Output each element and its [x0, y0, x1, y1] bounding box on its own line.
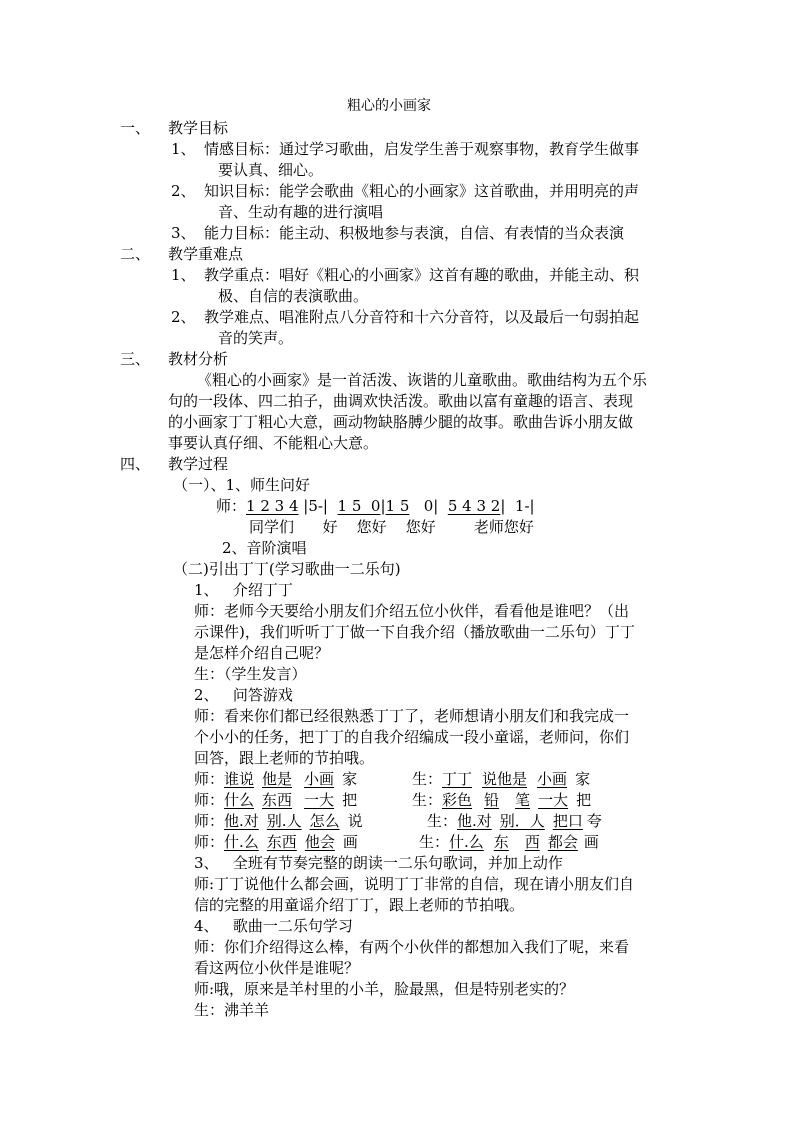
- subsection-heading: （二)引出丁丁(学习歌曲一二乐句): [173, 560, 401, 578]
- section-1-number: 一、: [120, 119, 151, 137]
- rhythm-word: 东西: [266, 833, 297, 851]
- analysis-paragraph: 事要认真仔细、不能粗心大意。: [168, 434, 379, 452]
- qa-row-answer: [412, 769, 590, 789]
- rhythm-word: 他.对: [224, 812, 259, 830]
- notation-barline: |: [380, 497, 386, 515]
- item-number: 2、: [171, 308, 196, 326]
- rhythm-word: 什么: [224, 791, 255, 809]
- rhythm-word: 夸: [586, 812, 602, 830]
- rhythm-word: 什.么: [224, 833, 259, 851]
- objective-text: 要认真、细心。: [218, 161, 324, 179]
- rhythm-word: 他是: [262, 770, 293, 788]
- speaker-label: 师：: [194, 812, 225, 830]
- teacher-line: 师:丁丁说他什么都会画，说明丁丁非常的自信，现在请小朋友们自: [194, 875, 635, 893]
- rhythm-word: 把: [342, 791, 358, 809]
- rhythm-word: 怎么: [309, 812, 340, 830]
- rhythm-word: 一大: [538, 791, 569, 809]
- rhythm-word: 把口: [552, 812, 583, 830]
- speaker-label: 师：: [194, 791, 225, 809]
- notation-barline: 0|: [409, 497, 448, 515]
- teacher-line: 信的完整的用童谣介绍丁丁，跟上老师的节拍哦。: [194, 896, 525, 914]
- teacher-line: 是怎样介绍自己呢？: [194, 644, 330, 662]
- analysis-paragraph: 《粗心的小画家》是一首活泼、诙谐的儿童歌曲。歌曲结构为五个乐: [197, 371, 648, 389]
- rhythm-word: 家: [342, 770, 358, 788]
- speaker-label: 生：: [412, 791, 443, 809]
- rhythm-word: 家: [575, 770, 591, 788]
- rhythm-word: 小画: [537, 770, 568, 788]
- notation-group: 5 4 3 2: [447, 497, 501, 515]
- rhythm-word: 他会: [304, 833, 335, 851]
- rhythm-word: 彩色: [442, 791, 473, 809]
- notation-group: 1 5 0: [337, 497, 381, 515]
- teacher-line: 师：老师今天要给小朋友们介绍五位小伙伴，看看他是谁吧？（出: [194, 602, 630, 620]
- rhythm-word: 西: [524, 833, 540, 851]
- rhythm-word: 一大: [304, 791, 335, 809]
- notation-group: 1 2 3 4: [246, 497, 299, 515]
- qa-row: [194, 769, 357, 789]
- section-2-number: 二、: [120, 245, 151, 263]
- speaker-label: 师：: [216, 497, 247, 515]
- rhythm-word: 东西: [262, 791, 293, 809]
- rhythm-word: 别．人: [499, 812, 545, 830]
- rhythm-word: 笔: [515, 791, 531, 809]
- qa-row-answer: [412, 790, 591, 810]
- analysis-paragraph: 的小画家丁丁粗心大意，画动物缺胳膊少腿的故事。歌曲告诉小朋友做: [168, 413, 634, 431]
- section-2-heading: 教学重难点: [168, 245, 244, 263]
- rhythm-word: 画: [342, 833, 358, 851]
- speaker-label: 师：: [194, 770, 225, 788]
- teacher-line: 看这两位小伙伴是谁呢？: [194, 959, 360, 977]
- music-notation: [216, 496, 535, 516]
- teacher-line: 师：看来你们都已经很熟悉丁丁了，老师想请小朋友们和我完成一: [194, 707, 630, 725]
- rhythm-word: 小画: [304, 770, 335, 788]
- key-point-text: 极、自信的表演歌曲。: [218, 287, 369, 305]
- teacher-line: 师：你们介绍得这么棒，有两个小伙伴的都想加入我们了呢，来看: [194, 938, 630, 956]
- page-title: 粗心的小画家: [347, 98, 431, 114]
- step-heading: 3、 全班有节奏完整的朗读一二乐句歌词，并加上动作: [194, 854, 563, 872]
- objective-text: 音、生动有趣的进行演唱: [218, 203, 384, 221]
- qa-row: [194, 790, 357, 810]
- section-1-heading: 教学目标: [168, 119, 229, 137]
- notation-group: 1 5: [385, 497, 410, 515]
- notation-lyrics: 同学们 好 您好 您好 老师您好: [249, 518, 534, 536]
- objective-text: 能力目标：能主动、积极地参与表演，自信、有表情的当众表演: [204, 224, 625, 242]
- rhythm-word: 丁丁: [442, 770, 473, 788]
- rhythm-word: 说他是: [482, 770, 528, 788]
- student-line: 生：（学生发言）: [194, 665, 307, 683]
- rhythm-word: 东: [493, 833, 509, 851]
- teacher-line: 个小小的任务，把丁丁的自我介绍编成一段小童谣，老师问，你们: [194, 728, 630, 746]
- section-3-number: 三、: [120, 350, 151, 368]
- teacher-line: 示课件)，我们听听丁丁做一下自我介绍（播放歌曲一二乐句）丁丁: [194, 623, 635, 641]
- speaker-label: 生：: [427, 812, 458, 830]
- rhythm-word: 他.对: [457, 812, 492, 830]
- subsection-heading: （一）、1、师生问好: [173, 476, 311, 494]
- rhythm-word: 画: [583, 833, 599, 851]
- notation-barline: | 1-|: [500, 497, 535, 515]
- rhythm-word: 把: [576, 791, 592, 809]
- step-heading: 4、 歌曲一二乐句学习: [194, 917, 353, 935]
- qa-row: [194, 832, 358, 852]
- rhythm-word: 铅: [484, 791, 500, 809]
- item-number: 1、: [171, 266, 196, 284]
- key-point-text: 教学重点：唱好《粗心的小画家》这首有趣的歌曲，并能主动、积: [204, 266, 640, 284]
- analysis-paragraph: 句的一段体、四二拍子，曲调欢快活泼。歌曲以富有童趣的语言、表现: [168, 392, 634, 410]
- item-number: 3、: [171, 224, 196, 242]
- step-heading: 1、 介绍丁丁: [194, 581, 293, 599]
- section-4-number: 四、: [120, 455, 151, 473]
- speaker-label: 生：: [419, 833, 450, 851]
- item-number: 1、: [171, 140, 196, 158]
- rhythm-word: 说: [347, 812, 363, 830]
- key-point-text: 教学难点、唱准附点八分音符和十六分音符，以及最后一句弱拍起: [204, 308, 640, 326]
- student-line: 生：沸羊羊: [194, 1001, 270, 1019]
- qa-row: [194, 811, 363, 831]
- key-point-text: 音的笑声。: [218, 329, 294, 347]
- objective-text: 知识目标：能学会歌曲《粗心的小画家》这首歌曲，并用明亮的声: [204, 182, 640, 200]
- objective-text: 情感目标：通过学习歌曲，启发学生善于观察事物，教育学生做事: [204, 140, 640, 158]
- item-number: 2、: [171, 182, 196, 200]
- speaker-label: 生：: [412, 770, 443, 788]
- qa-row-answer: [419, 832, 599, 852]
- qa-row-answer: [427, 811, 602, 831]
- list-item: 2、音阶演唱: [222, 539, 307, 557]
- section-4-heading: 教学过程: [168, 455, 229, 473]
- rhythm-word: 什.么: [449, 833, 484, 851]
- rhythm-word: 谁说: [224, 770, 255, 788]
- teacher-line: 回答，跟上老师的节拍哦。: [194, 749, 375, 767]
- notation-barline: |5-|: [298, 497, 338, 515]
- speaker-label: 师：: [194, 833, 225, 851]
- rhythm-word: 别.人: [266, 812, 302, 830]
- section-3-heading: 教材分析: [168, 350, 229, 368]
- rhythm-word: 都会: [547, 833, 578, 851]
- step-heading: 2、 问答游戏: [194, 686, 293, 704]
- teacher-line: 师:哦，原来是羊村里的小羊，脸最黑，但是特别老实的？: [194, 980, 575, 998]
